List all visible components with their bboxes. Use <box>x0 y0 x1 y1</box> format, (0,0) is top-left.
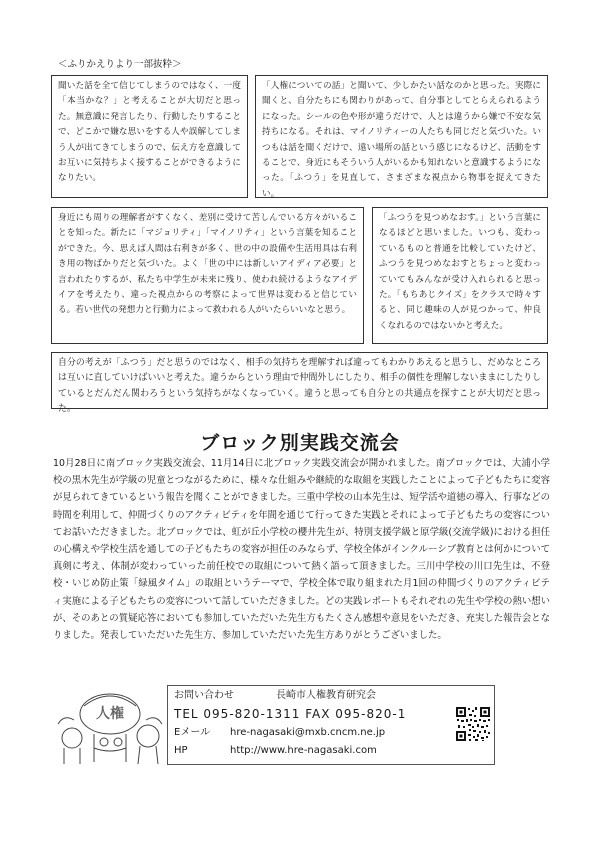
svg-text:人権: 人権 <box>96 706 124 722</box>
reflection-comment-4: 「ふつうを見つめなおす。」という言葉になるほどと思いました。いつも、変わっているものと普通を比較していたけど、ふつうを見つめなおすとちょっと変わっていてもみんなが受け入れられると思った。「もちあじクイズ」をクラスで時々すると、同じ趣味の人が見つかって、仲良くなれるのではないかと考えた。 <box>372 207 548 344</box>
contact-tel-fax: TEL 095-820-1311 FAX 095-820-1 <box>174 707 407 721</box>
reflection-comment-2: 「人権についての話」と聞いて、少しかたい話なのかと思った。実際に聞くと、自分たちにも関わりがあって、自分事としてとらえられるようになった。シールの色や形が違うだけで、人とは違うから嫌で不安な気持ちになる。それは、マイノリティーの人たちも同じだと気づいた。いつもは話を聞くだけで、遠い場所の話という感じになるけど、活動をすることで、身近にもそういう人がいるかも知れないと意識するようになった。「ふつう」を見直して、さまざまな視点から物事を捉えてきたい。 <box>255 75 548 198</box>
contact-hp-url[interactable]: http://www.hre-nagasaki.com <box>230 745 377 756</box>
contact-email-label: Eメール <box>174 727 211 738</box>
contact-hp-label: HP <box>174 745 188 756</box>
contact-illustration <box>54 684 166 766</box>
contact-org: 長崎市人権教育研究会 <box>276 690 376 701</box>
reflection-comment-5: 自分の考えが「ふつう」だと思うのではなく、相手の気持ちを理解すれば違ってもわかりあえると思うし、だめなところは互いに直していけばいいと考えた。違うからという理由で仲間外しにしたり、相手の個性を理解しないままにしたりしているとだんだん関わろうという気持ちがなくなっていく。違うと思っても自分との共通点を探すことが大切だと思った。 <box>51 352 548 409</box>
contact-label: お問い合わせ <box>174 690 234 701</box>
contact-email[interactable]: hre-nagasaki@mxb.cncm.ne.jp <box>230 727 386 738</box>
reflection-heading: ＜ふりかえりより一部抜粋＞ <box>58 59 182 70</box>
article-body: 10月28日に南ブロック実践交流会、11月14日に北ブロック実践交流会が開かれました。南ブロックでは、大浦小学校の黒木先生が学級の児童とつながるために、様々な仕組みや継続的な取組を実践したことによって子どもたちに変容が見られてきているという報告を聞くことができました。三重中学校の山本先生は、短学活や道徳の導入、行事などの時間を利用して、仲間づくりのアクティビティを年間を通じて行ってきた実践とそれによって子どもたちの変容についてお話いただきました。北ブロックでは、虹が丘小学校の櫻井先生が、特別支援学級と原学級(交流学級)における担任の心構えや学校生活を通しての子どもたちの変容が担任のみならず、学校全体がインクルーシブ教育とは何かについて真剣に考え、体制が変わっていった前任校での取組について熱く語って頂きました。三川中学校の川口先生は、不登校・いじめ防止策「緑風タイム」の取組というテーマで、学校全体で取り組まれた月1回の仲間づくりのアクティビティ実施による子どもたちの変容について話していただきました。どの実践レポートもそれぞれの先生や学校の熱い想いが、そのあとの質疑応答においても参加していただいた先生方もたくさん感想や意見をいただき、充実した報告会となりました。発表していただいた先生方、参加していただいた先生方ありがとうございました。 <box>53 458 550 642</box>
qr-code-icon[interactable] <box>455 706 491 742</box>
reflection-comment-3: 身近にも周りの理解者がすくなく、差別に受けて苦しんでいる方々がいることを知った。新たに「マジョリティ」「マイノリティ」という言葉を知ることができた。今、思えば人間は右利きが多く、世の中の設備や生活用具は右利き用の物ばかりだと気づいた。よく「世の中には新しいアイディア必要」と言われたりするが、私たち中学生が未来に残り、使われ続けるようなアイデイアを考えたり、違った視点からの考察によって世界は変わると信じている。若い世代の発想力と行動力によって救われる人がいたらいいなと思う。 <box>51 207 364 344</box>
reflection-comment-1: 聞いた話を全て信じてしまうのではなく、一度「本当かな？」と考えることが大切だと思った。無意識に発言したり、行動したりすることで、どこかで嫌な思いをする人や誤解してしまう人が出てきてしまうので、伝え方を意識してお互いに気持ちよく接することができるようになりたい。 <box>51 75 248 198</box>
article-title: ブロック別実践交流会 <box>200 432 400 454</box>
